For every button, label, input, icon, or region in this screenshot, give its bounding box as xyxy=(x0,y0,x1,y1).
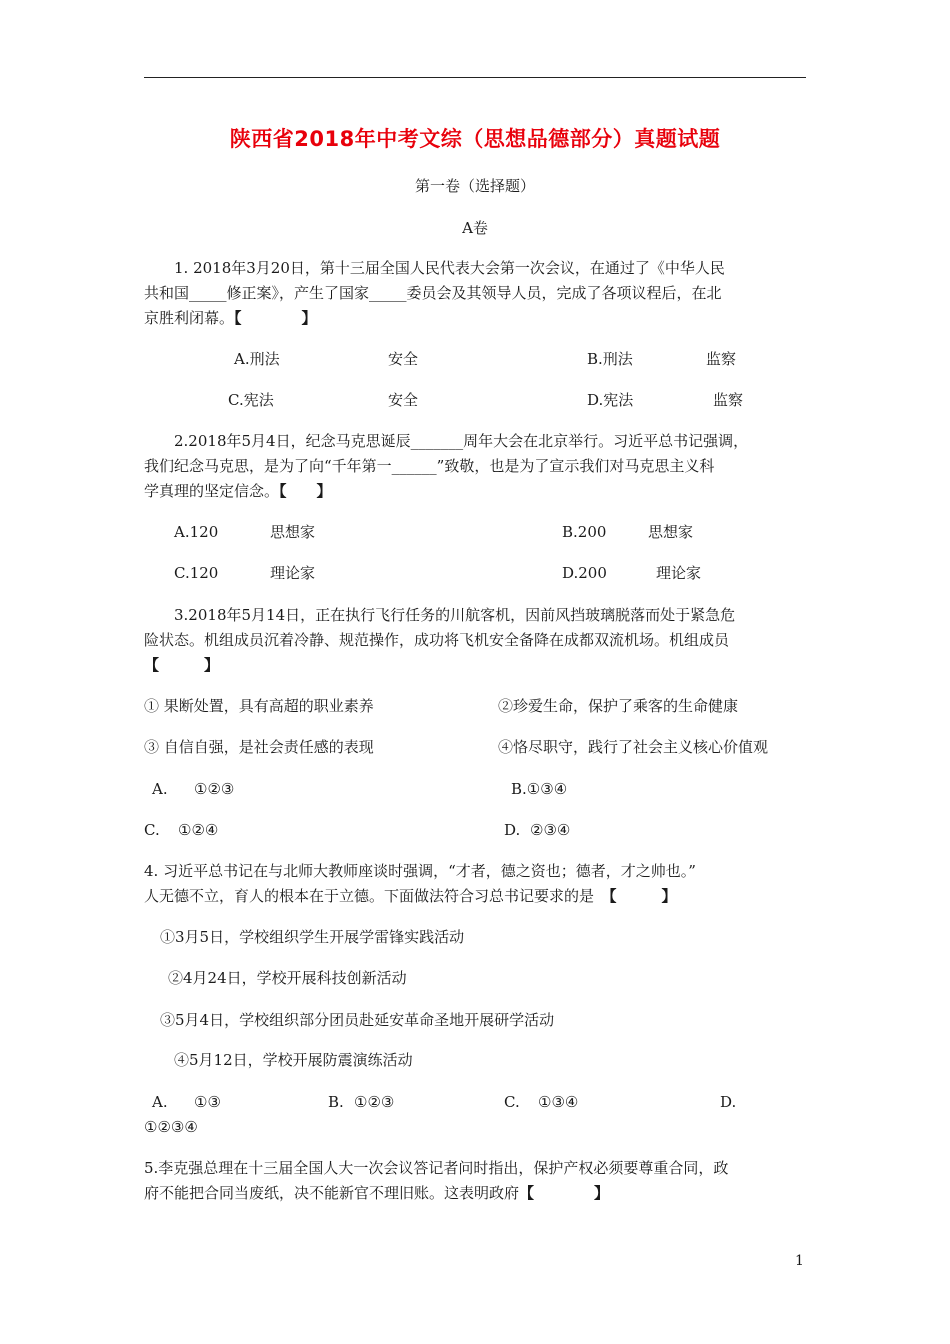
q3-option-a-label: A. xyxy=(152,780,168,798)
q3-statement-4: ④恪尽职守，践行了社会主义核心价值观 xyxy=(498,738,769,756)
q4-option-a-label: A. xyxy=(152,1093,168,1111)
q4-statement-4: ④5月12日，学校开展防震演练活动 xyxy=(174,1051,413,1069)
header-rule xyxy=(144,77,806,78)
q2-line-1: 2.2018年5月4日，纪念马克思诞辰_______周年大会在北京举行。习近平总书记强调， xyxy=(174,432,749,450)
q3-option-c-label: C. xyxy=(144,821,160,839)
answer-bracket: 【 】 xyxy=(519,1184,610,1202)
q2-option-c: C.120 xyxy=(174,564,219,582)
q1-option-a-2: 安全 xyxy=(388,350,419,368)
q3-option-c: ①②④ xyxy=(178,821,219,839)
q3-option-a: ①②③ xyxy=(194,780,235,798)
q5-line-1: 5.李克强总理在十三届全国人大一次会议答记者问时指出，保护产权必须要尊重合同，政 xyxy=(144,1159,729,1177)
q1-line-1: 1. 2018年3月20日，第十三届全国人民代表大会第一次会议，在通过了《中华人民 xyxy=(174,259,725,277)
q2-option-b-2: 思想家 xyxy=(648,523,694,541)
q3-statement-2: ②珍爱生命，保护了乘客的生命健康 xyxy=(498,697,739,715)
q4-option-b-label: B. xyxy=(328,1093,344,1111)
q4-option-b: ①②③ xyxy=(354,1093,395,1111)
answer-bracket: 【 】 xyxy=(144,656,220,674)
q3-line-2: 险状态。机组成员沉着冷静、规范操作，成功将飞机安全备降在成都双流机场。机组成员 xyxy=(144,631,730,649)
q1-option-d-2: 监察 xyxy=(713,391,744,409)
q4-option-c-label: C. xyxy=(504,1093,520,1111)
section-heading: 第一卷（选择题） xyxy=(414,177,535,195)
q2-option-a-2: 思想家 xyxy=(270,523,316,541)
q2-line-2: 我们纪念马克思，是为了向“千年第一______”致敬，也是为了宣示我们对马克思主义科 xyxy=(144,457,715,475)
q1-option-c: C.宪法 xyxy=(228,391,274,409)
q2-option-a: A.120 xyxy=(174,523,219,541)
q4-option-a: ①③ xyxy=(194,1093,221,1111)
q1-line-3: 京胜利闭幕。【 】 xyxy=(144,309,317,327)
answer-bracket: 【 】 xyxy=(279,482,332,500)
q3-statement-1: ① 果断处置，具有高超的职业素养 xyxy=(144,697,374,715)
q1-option-b: B.刑法 xyxy=(587,350,633,368)
q2-option-d-2: 理论家 xyxy=(656,564,702,582)
q1-option-d: D.宪法 xyxy=(587,391,634,409)
q1-line-2: 共和国_____修正案》，产生了国家_____委员会及其领导人员，完成了各项议程后，在北 xyxy=(144,284,722,302)
q3-statement-3: ③ 自信自强，是社会责任感的表现 xyxy=(144,738,374,756)
q1-option-c-2: 安全 xyxy=(388,391,419,409)
q4-option-c: ①③④ xyxy=(538,1093,579,1111)
page-number: 1 xyxy=(795,1253,804,1269)
q3-option-d-label: D. xyxy=(504,821,521,839)
q2-option-b: B.200 xyxy=(562,523,607,541)
answer-bracket: 【 】 xyxy=(609,887,677,905)
q4-statement-3: ③5月4日，学校组织部分团员赴延安革命圣地开展研学活动 xyxy=(160,1011,555,1029)
q3-option-d: ②③④ xyxy=(530,821,571,839)
subsection-heading: A卷 xyxy=(462,219,488,237)
q1-option-b-2: 监察 xyxy=(706,350,737,368)
q4-statement-2: ②4月24日，学校开展科技创新活动 xyxy=(168,969,407,987)
answer-bracket: 【 】 xyxy=(234,309,317,327)
q4-option-d-label: D. xyxy=(720,1093,737,1111)
q2-line-3: 学真理的坚定信念。【 】 xyxy=(144,482,332,500)
q5-line-2: 府不能把合同当废纸，决不能新官不理旧账。这表明政府【 】 xyxy=(144,1184,610,1202)
q1-option-a: A.刑法 xyxy=(234,350,280,368)
q4-line-2: 人无德不立，育人的根本在于立德。下面做法符合习总书记要求的是 【 】 xyxy=(144,887,677,905)
q2-option-c-2: 理论家 xyxy=(270,564,316,582)
q3-line-1: 3.2018年5月14日，正在执行飞行任务的川航客机，因前风挡玻璃脱落而处于紧急危 xyxy=(174,606,736,624)
q4-option-d: ①②③④ xyxy=(144,1118,198,1136)
q4-statement-1: ①3月5日，学校组织学生开展学雷锋实践活动 xyxy=(160,928,465,946)
q4-line-1: 4. 习近平总书记在与北师大教师座谈时强调，“才者，德之资也；德者，才之帅也。” xyxy=(144,862,696,880)
document-title: 陕西省2018年中考文综（思想品德部分）真题试题 xyxy=(229,127,721,151)
q3-option-b: B.①③④ xyxy=(511,780,568,798)
q2-option-d: D.200 xyxy=(562,564,607,582)
